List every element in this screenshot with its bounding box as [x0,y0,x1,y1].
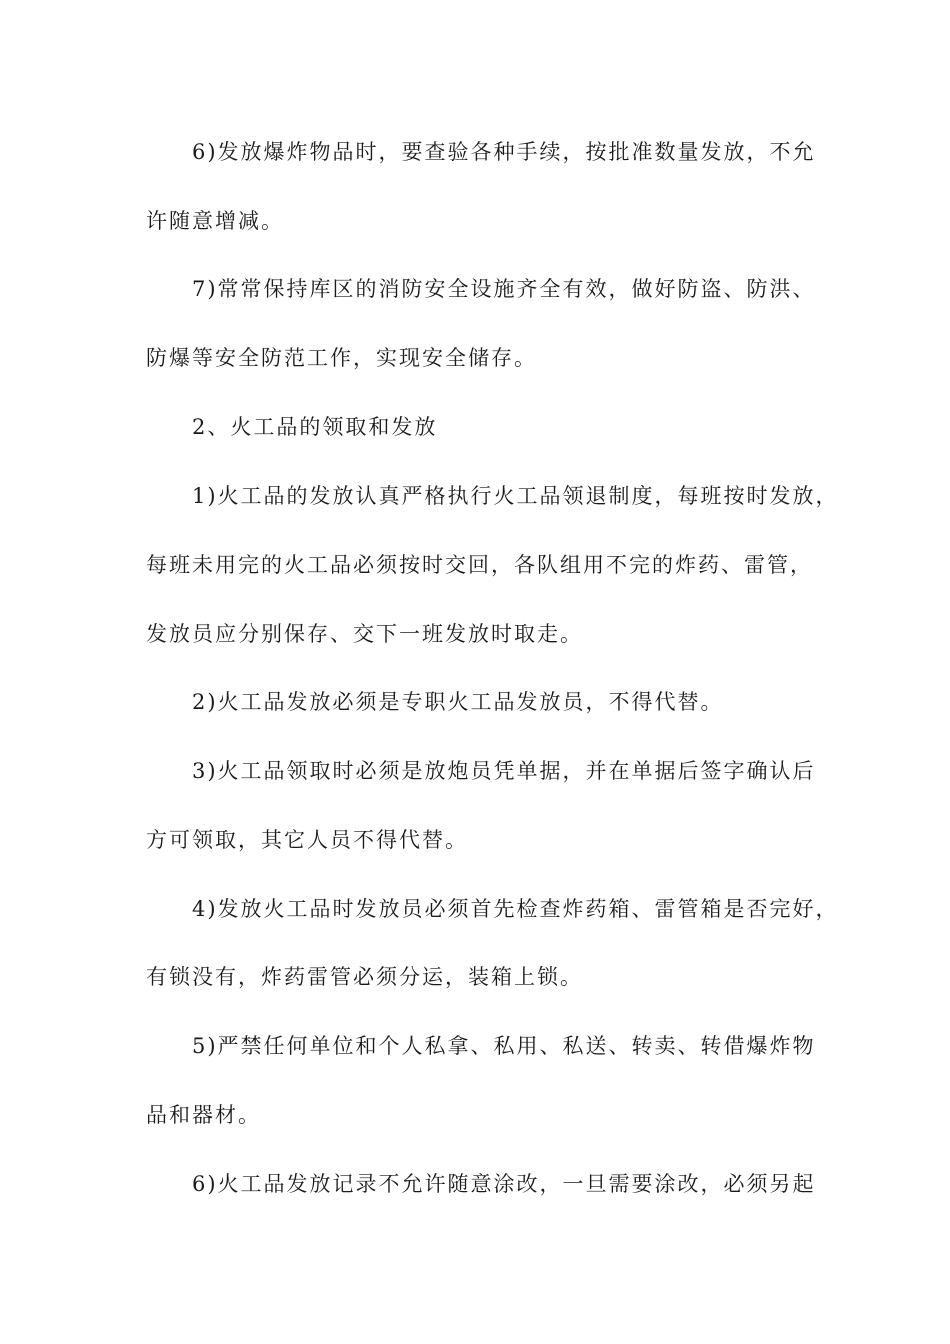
section-heading: 2、火工品的领取和发放 [192,415,438,439]
paragraph-line: 许随意增减。 [146,209,284,233]
paragraph-line: 品和器材。 [146,1103,261,1127]
paragraph-line: 防爆等安全防范工作，实现安全储存。 [146,346,537,370]
paragraph-line: 发放员应分别保存、交下一班发放时取走。 [146,622,583,646]
paragraph-line: 2)火工品发放必须是专职火工品发放员，不得代替。 [192,690,724,714]
paragraph-line: 7)常常保持库区的消防安全设施齐全有效，做好防盗、防洪、 [192,277,816,301]
paragraph-line: 6)发放爆炸物品时，要查验各种手续，按批准数量发放，不允 [192,140,816,164]
paragraph-line: 6)火工品发放记录不允许随意涂改，一旦需要涂改，必须另起 [192,1172,816,1196]
paragraph-line: 5)严禁任何单位和个人私拿、私用、私送、转卖、转借爆炸物 [192,1034,816,1058]
paragraph-line: 每班未用完的火工品必须按时交回，各队组用不完的炸药、雷管， [146,553,813,577]
paragraph-line: 3)火工品领取时必须是放炮员凭单据，并在单据后签字确认后 [192,759,816,783]
paragraph-line: 有锁没有，炸药雷管必须分运，装箱上锁。 [146,965,583,989]
paragraph-line: 4)发放火工品时发放员必须首先检查炸药箱、雷管箱是否完好， [192,897,839,921]
paragraph-line: 1)火工品的发放认真严格执行火工品领退制度，每班按时发放， [192,484,839,508]
paragraph-line: 方可领取，其它人员不得代替。 [146,828,468,852]
